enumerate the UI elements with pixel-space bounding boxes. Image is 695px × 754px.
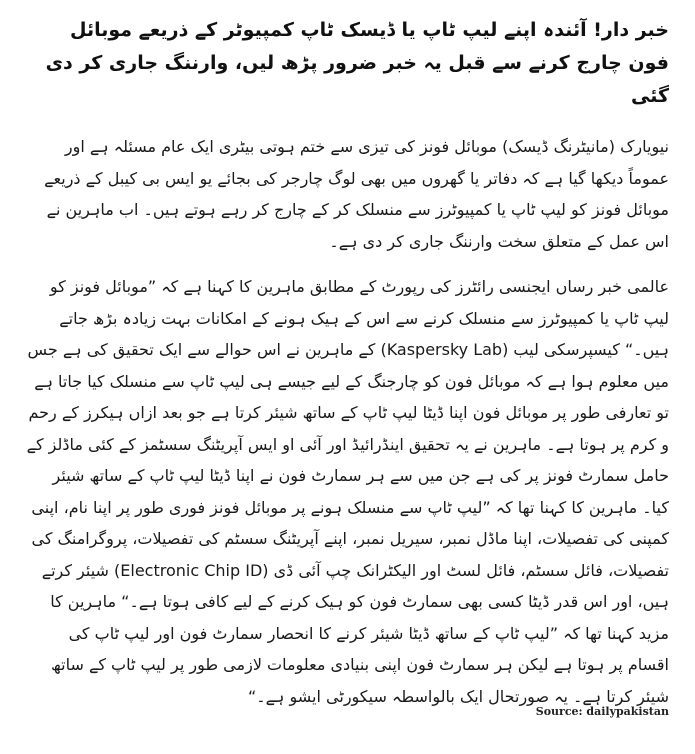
article-paragraph-body: عالمی خبر رساں ایجنسی رائٹرز کی رپورٹ کے مطابق ماہرین کا کہنا ہے کہ ”موبائل فونز کو لیپ ٹاپ یا کمپیوٹرز سے منسلک کرنے سے اس کے ہیک ہونے کے امکانات بہت زیادہ بڑھ جاتے ہیں۔“ کیسپرسکی لیب (Kaspersky Lab) کے ماہرین نے اس حوالے سے ایک تحقیق کی ہے جس میں معلوم ہوا ہے کہ موبائل فون کو چارجنگ کے لیے جیسے ہی لیپ ٹاپ سے منسلک کیا جاتا ہے تو تعارفی طور پر موبائل فون اپنا ڈیٹا لیپ ٹاپ کے ساتھ شیئر کرتا ہے جو بعد ازاں ہیکرز کے رحم و کرم پر ہوتا ہے۔ ماہرین نے یہ تحقیق اینڈرائیڈ اور آئی او ایس آپریٹنگ سسٹمز کے کئی ماڈلز کے حامل سمارٹ فونز پر کی ہے جن میں سے ہر سمارٹ فون نے اپنا ڈیٹا لیپ ٹاپ کے ساتھ شیئر کیا۔ ماہرین کا کہنا تھا کہ ”لیپ ٹاپ سے منسلک ہونے پر موبائل فونز فوری طور پر اپنا نام، اپنی کمپنی کی تفصیلات، اپنا ماڈل نمبر، سیریل نمبر، اپنے آپریٹنگ سسٹم کی تفصیلات، پروگرامنگ کی تفصیلات، فائل سسٹم، فائل لسٹ اور الیکٹرانک چپ آئی ڈی (Electronic Chip ID) شیئر کرتے ہیں، اور اس قدر ڈیٹا کسی بھی سمارٹ فون کو ہیک کرنے کے لیے کافی ہوتا ہے۔“ ماہرین کا مزید کہنا تھا کہ ”لیپ ٹاپ کے ساتھ ڈیٹا شیئر کرنے کا انحصار سمارٹ فون اور لیپ ٹاپ کی اقسام پر ہوتا ہے لیکن ہر سمارٹ فون اپنی بنیادی معلومات لازمی طور پر لیپ ٹاپ کے ساتھ شیئر کرتا ہے۔ یہ صورتحال ایک بالواسطہ سیکورٹی ایشو ہے۔“ [26,277,669,706]
source-credit: Source: dailypakistan [535,705,669,718]
article-paragraph-intro: نیویارک (مانیٹرنگ ڈیسک) موبائل فونز کی تیزی سے ختم ہوتی بیٹری ایک عام مسئلہ ہے اور عموماً دیکھا گیا ہے کہ دفاتر یا گھروں میں بھی لوگ چارجر کی بجائے یو ایس بی کیبل کے ذریعے موبائل فونز کو لیپ ٹاپ یا کمپیوٹرز سے منسلک کر کے چارج کر رہے ہوتے ہیں۔ اب ماہرین نے اس عمل کے متعلق سخت وارننگ جاری کر دی ہے۔ [44,137,669,251]
article-headline: خبر دار! آئندہ اپنے لیپ ٹاپ یا ڈیسک ٹاپ کمپیوٹر کے ذریعے موبائل فون چارج کرنے سے قبل یہ خبر ضرور پڑھ لیں، وارننگ جاری کر دی گئی [45,19,669,107]
